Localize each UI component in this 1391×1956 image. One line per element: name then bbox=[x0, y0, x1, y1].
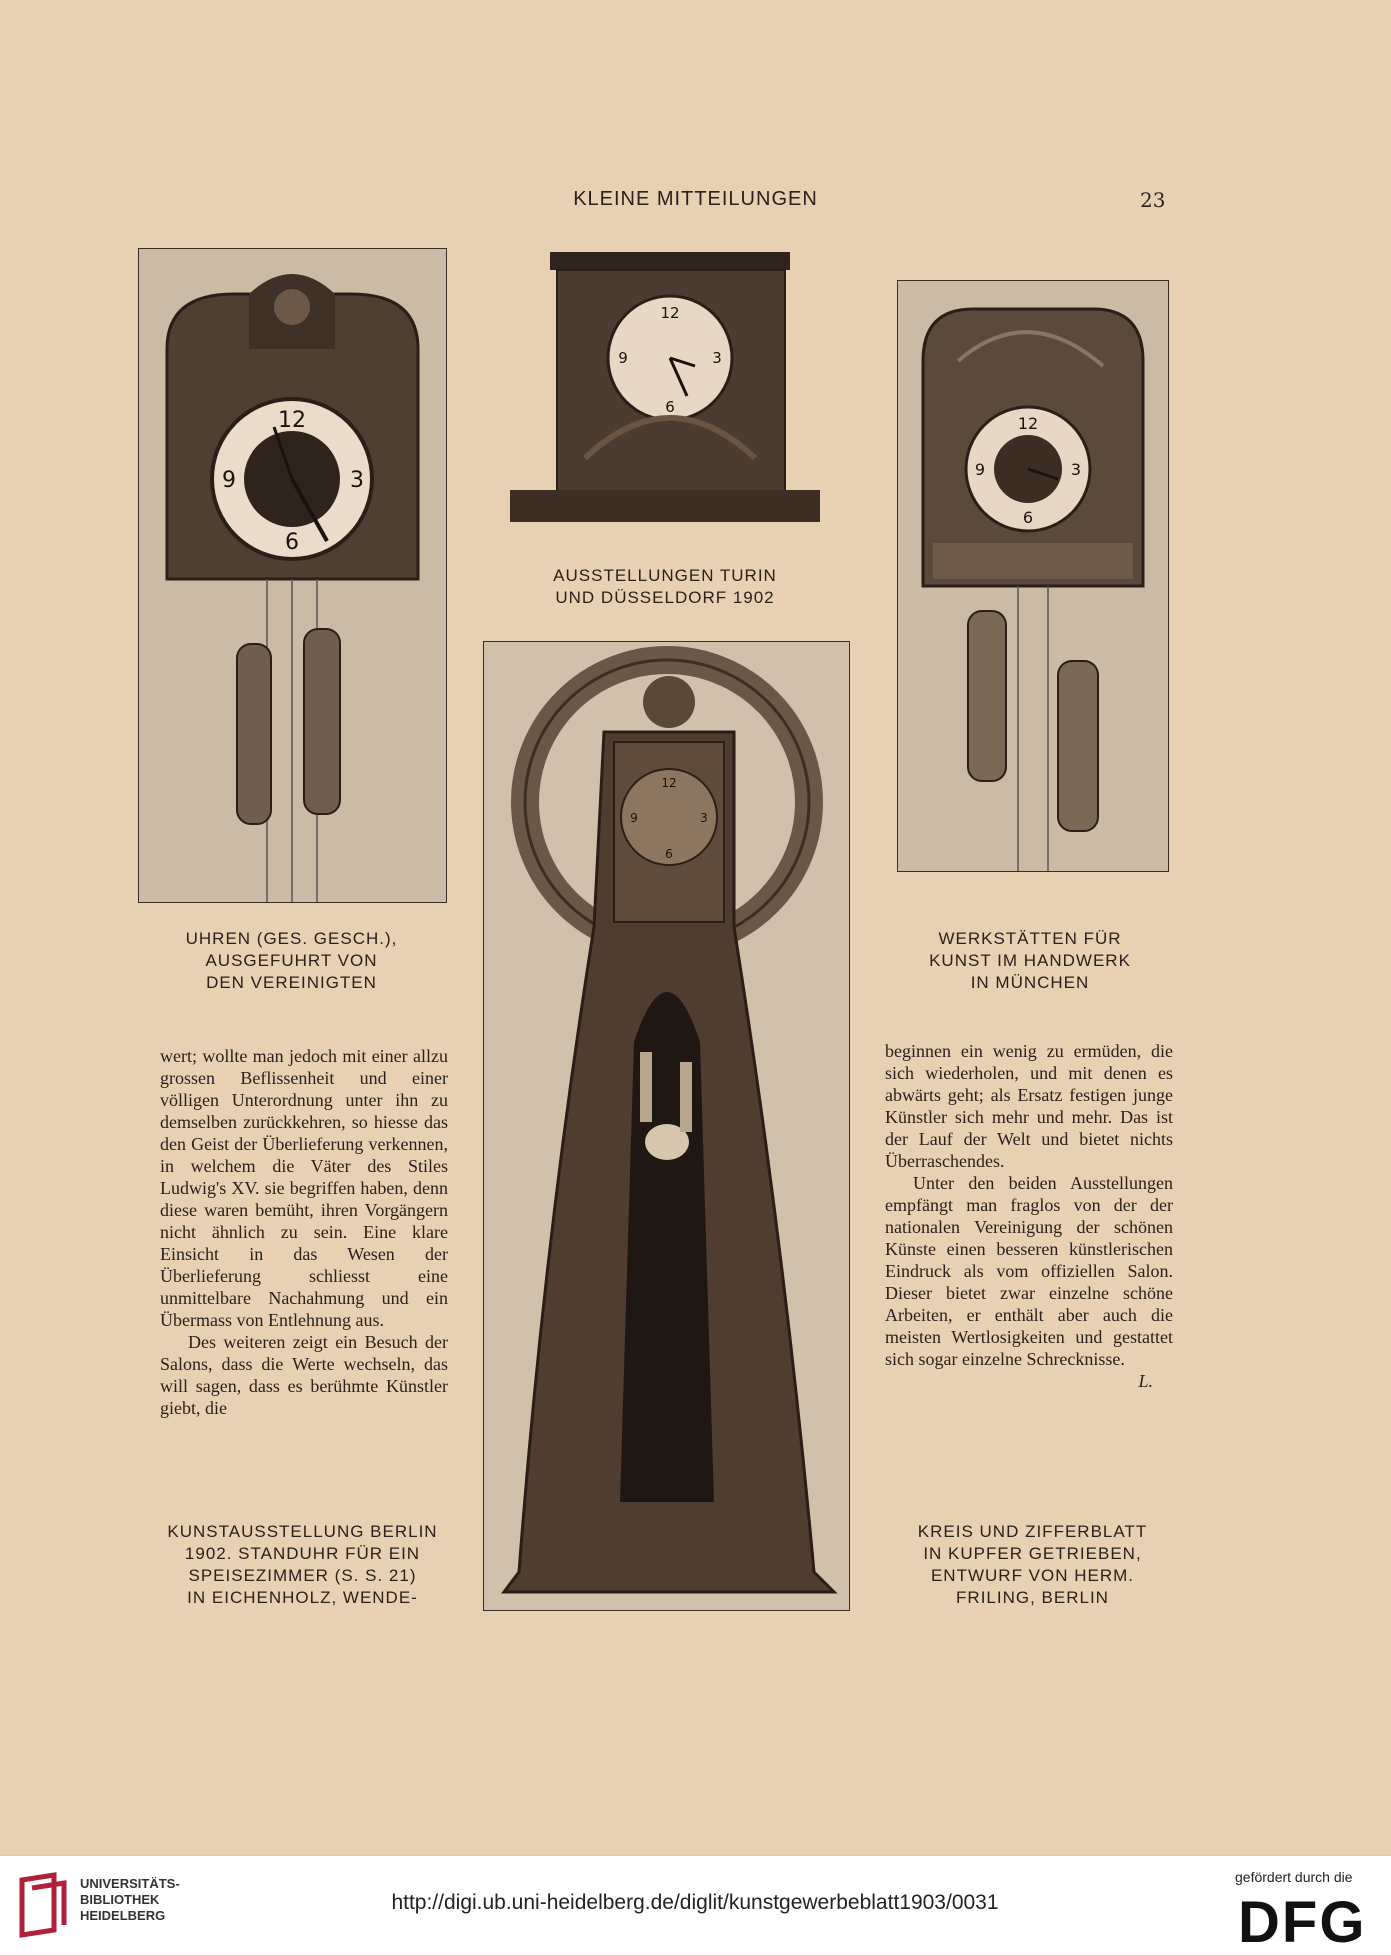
caption-bottom-right bbox=[880, 1521, 1185, 1609]
clock-numeral: 3 bbox=[712, 349, 722, 367]
caption-line: UHREN (GES. GESCH.), bbox=[185, 929, 398, 948]
caption-top-center bbox=[505, 565, 825, 609]
clock-numeral: 9 bbox=[974, 460, 986, 479]
clock-numeral: 12 bbox=[661, 776, 677, 790]
caption-line: AUSSTELLUNGEN TURIN bbox=[553, 566, 777, 585]
caption-bottom-left bbox=[150, 1521, 455, 1609]
viewer-footer bbox=[0, 1855, 1391, 1955]
clock-numeral: 6 bbox=[1022, 508, 1034, 527]
grandfather-clock-illustration bbox=[484, 642, 849, 1610]
wall-clock-right-illustration bbox=[898, 281, 1168, 871]
caption-line: KUNST IM HANDWERK bbox=[929, 951, 1131, 970]
caption-line: KUNSTAUSSTELLUNG BERLIN bbox=[167, 1522, 438, 1541]
table-clock-illustration bbox=[505, 248, 825, 530]
photo-wall-clock-left bbox=[138, 248, 447, 903]
library-name bbox=[80, 1876, 180, 1924]
paragraph: beginnen ein wenig zu ermüden, die sich wiederholen, und mit denen es abwärts geht; als Ersatz festigen junge Künstler sich mehr und mehr. Das ist der Lauf der Welt und bietet nichts Überraschendes. bbox=[885, 1041, 1173, 1171]
caption-line: IN MÜNCHEN bbox=[970, 973, 1090, 992]
clock-numeral: 6 bbox=[665, 847, 673, 861]
library-name-line: UNIVERSITÄTS- bbox=[80, 1876, 180, 1891]
photo-table-clock bbox=[505, 248, 825, 530]
paragraph: wert; wollte man jedoch mit einer allzu grossen Beflissenheit und einer völligen Unterordnung unter ihn zu demselben zurückkehren, so hiesse das den Geist der Überlieferung verkennen, in welchem die Väter des Stiles Ludwig's XV. sie begriffen haben, denn diese waren bemüht, ihren Vorgängern nicht ähnlich zu sein. Eine klare Einsicht in das Wesen der Überlieferung schliesst eine unmittelbare Nachahmung und ein Übermass von Entlehnung aus. bbox=[160, 1046, 448, 1330]
caption-line: ENTWURF VON HERM. bbox=[930, 1566, 1135, 1585]
photo-grandfather-clock bbox=[483, 641, 850, 1611]
caption-line: IN KUPFER GETRIEBEN, bbox=[923, 1544, 1142, 1563]
caption-line: WERKSTÄTTEN FÜR bbox=[938, 929, 1122, 948]
text-column-left bbox=[160, 1045, 448, 1419]
paragraph: Des weiteren zeigt ein Besuch der Salons, dass die Werte wechseln, das will sagen, dass es berühmte Künstler giebt, die bbox=[160, 1332, 448, 1418]
clock-numeral: 6 bbox=[285, 530, 299, 555]
funding-note: gefördert durch die bbox=[1235, 1869, 1353, 1885]
page-number: 23 bbox=[1140, 188, 1166, 212]
caption-right bbox=[880, 928, 1180, 994]
text-column-right bbox=[885, 1040, 1173, 1392]
clock-numeral: 9 bbox=[222, 468, 236, 493]
caption-line: KREIS UND ZIFFERBLATT bbox=[917, 1522, 1148, 1541]
running-header: KLEINE MITTEILUNGEN bbox=[573, 188, 818, 210]
caption-line: 1902. STANDUHR FÜR EIN bbox=[184, 1544, 421, 1563]
caption-line: AUSGEFUHRT VON bbox=[205, 951, 378, 970]
library-name-line: BIBLIOTHEK bbox=[80, 1892, 160, 1907]
clock-numeral: 9 bbox=[618, 349, 628, 367]
library-name-line: HEIDELBERG bbox=[80, 1908, 166, 1923]
library-logo-icon bbox=[14, 1870, 74, 1940]
caption-line: IN EICHENHOLZ, WENDE- bbox=[187, 1588, 418, 1607]
paragraph: Unter den beiden Ausstellungen empfängt man fraglos von der der nationalen Vereinigung der schönen Künste einen besseren künstlerischen Eindruck als vom offiziellen Salon. Dieser bietet zwar einzelne schöne Arbeiten, er enthält aber auch die meisten Wertlosigkeiten und gestattet sich sogar einzelne Schrecknisse. bbox=[885, 1173, 1173, 1369]
clock-numeral: 9 bbox=[630, 811, 638, 825]
photo-wall-clock-right bbox=[897, 280, 1169, 872]
caption-line: FRILING, BERLIN bbox=[956, 1588, 1109, 1607]
clock-numeral: 3 bbox=[700, 811, 708, 825]
permalink-url[interactable]: http://digi.ub.uni-heidelberg.de/diglit/kunstgewerbeblatt1903/0031 bbox=[391, 1891, 999, 1914]
caption-line: DEN VEREINIGTEN bbox=[206, 973, 377, 992]
clock-numeral: 12 bbox=[660, 304, 680, 322]
caption-left bbox=[138, 928, 445, 994]
clock-numeral: 6 bbox=[665, 398, 675, 416]
clock-numeral: 12 bbox=[278, 408, 306, 433]
clock-numeral: 3 bbox=[1070, 460, 1082, 479]
signature: L. bbox=[1138, 1371, 1153, 1391]
caption-line: SPEISEZIMMER (S. S. 21) bbox=[188, 1566, 417, 1585]
caption-line: UND DÜSSELDORF 1902 bbox=[555, 588, 775, 607]
dfg-logo: DFG bbox=[1238, 1890, 1367, 1955]
clock-numeral: 3 bbox=[350, 468, 364, 493]
wall-clock-left-illustration bbox=[139, 249, 446, 902]
clock-numeral: 12 bbox=[1017, 414, 1039, 433]
